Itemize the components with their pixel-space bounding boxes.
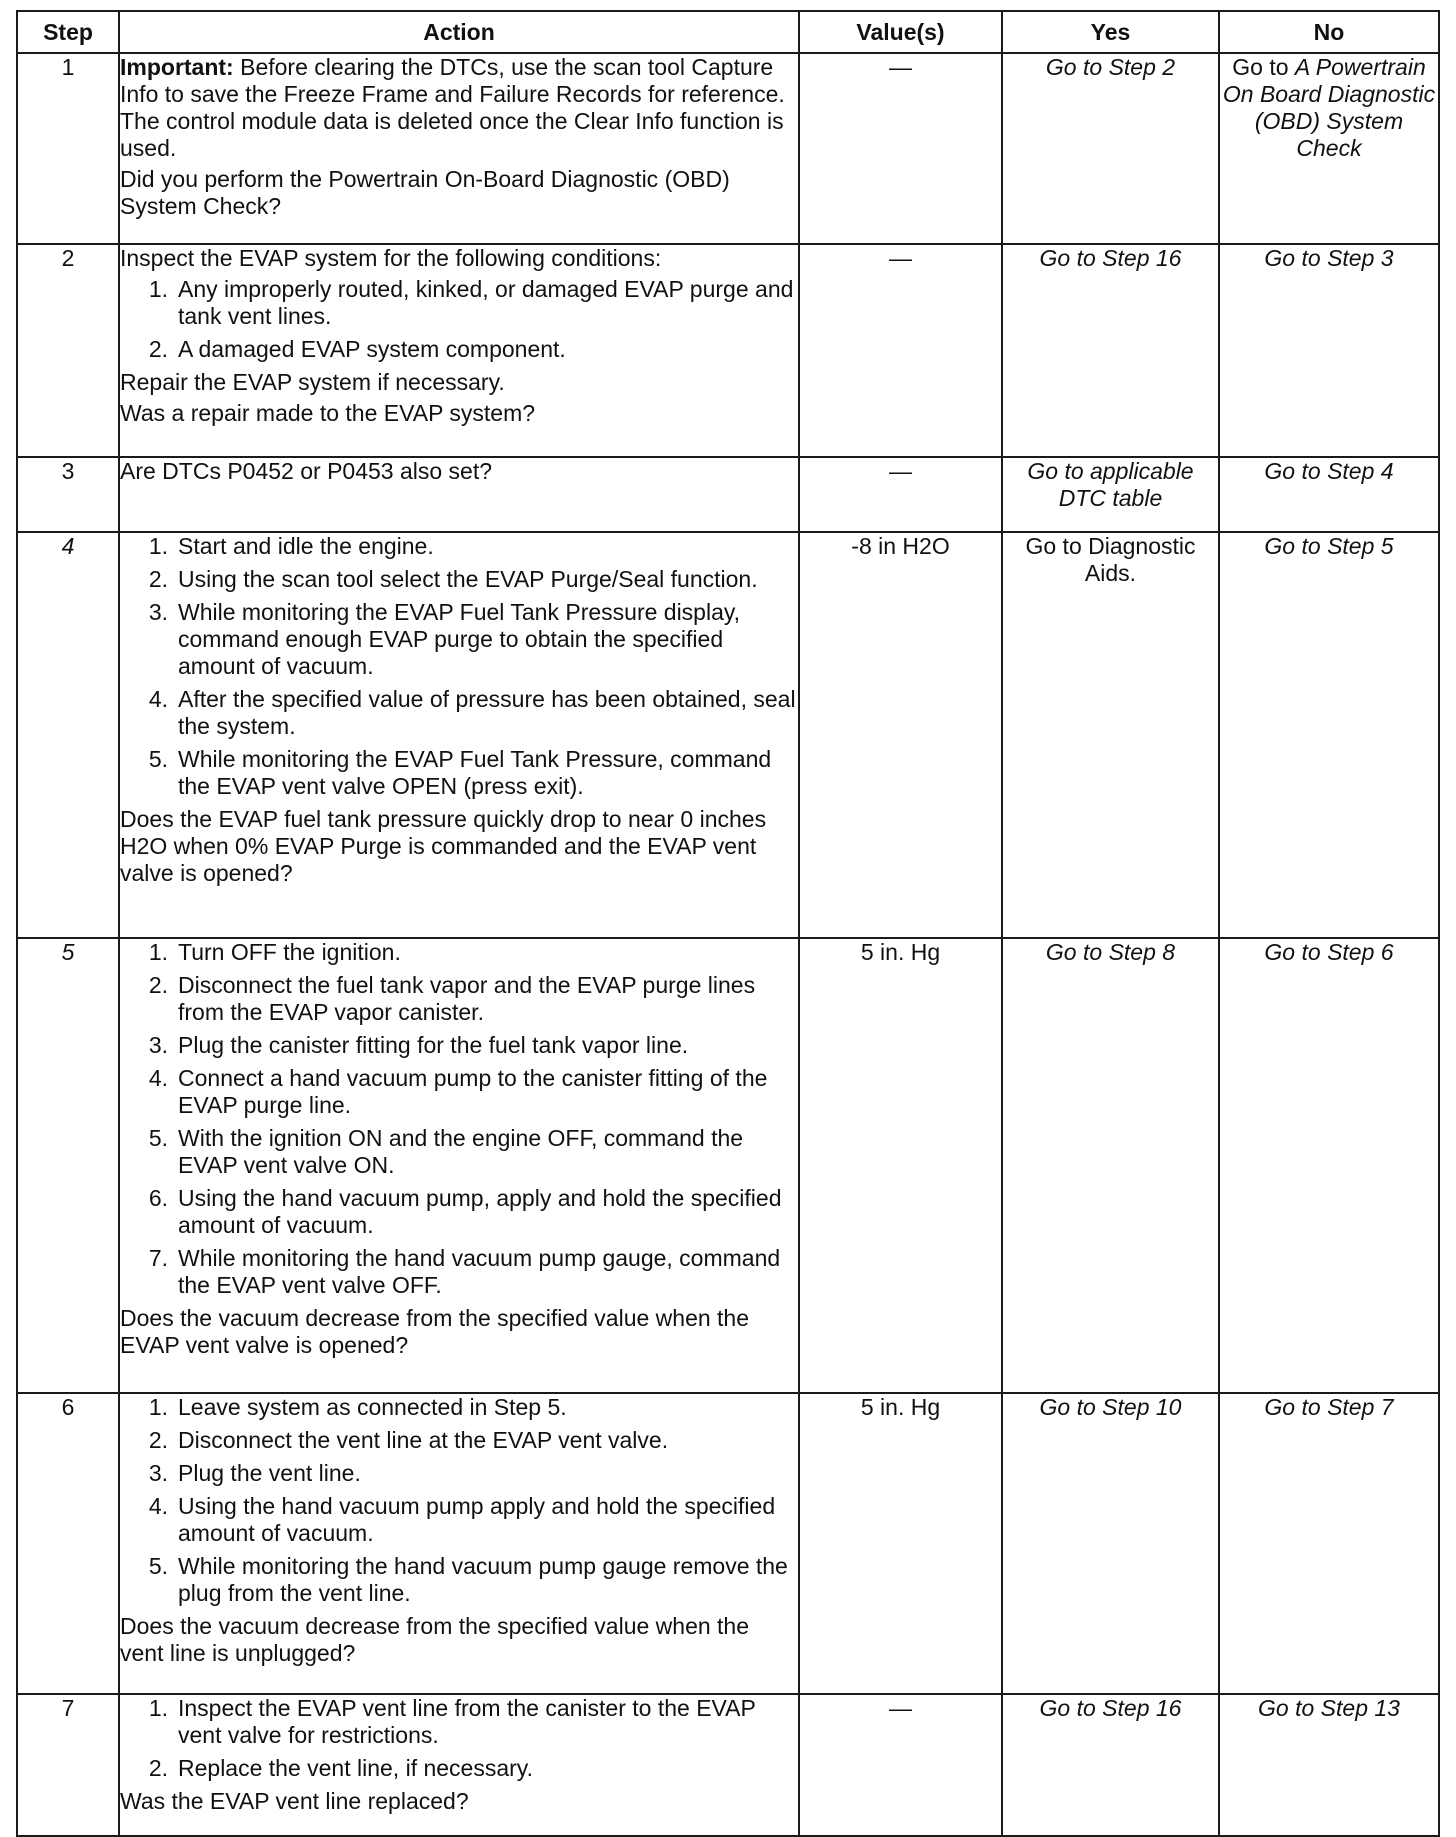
action-extra: Repair the EVAP system if necessary. bbox=[120, 369, 505, 395]
action-question: Are DTCs P0452 or P0453 also set? bbox=[120, 458, 493, 484]
important-text: Before clearing the DTCs, use the scan tool Capture Info to save the Freeze Frame and Failure Records for reference. The control module data is deleted once the Clear Info function is used. bbox=[120, 54, 785, 161]
value-cell: — bbox=[799, 457, 1002, 532]
value-cell: -8 in H2O bbox=[799, 532, 1002, 938]
action-question: Does the vacuum decrease from the specified value when the vent line is unplugged? bbox=[120, 1613, 750, 1666]
table-row bbox=[17, 244, 1439, 457]
list-item: 2. Using the scan tool select the EVAP Purge/Seal function. bbox=[148, 566, 758, 592]
header-values: Value(s) bbox=[799, 11, 1002, 53]
list-item: 2. Disconnect the fuel tank vapor and the EVAP purge lines from the EVAP vapor canister. bbox=[148, 972, 756, 1025]
action-cell bbox=[119, 1393, 799, 1694]
action-cell bbox=[119, 938, 799, 1393]
action-question: Was the EVAP vent line replaced? bbox=[120, 1788, 469, 1814]
no-cell: Go to Step 6 bbox=[1219, 938, 1439, 1393]
table-row bbox=[17, 1694, 1439, 1836]
no-cell: Go to Step 3 bbox=[1219, 244, 1439, 457]
list-item: 6. Using the hand vacuum pump, apply and hold the specified amount of vacuum. bbox=[148, 1185, 782, 1238]
step-number: 2 bbox=[17, 244, 119, 457]
yes-cell: Go to Step 16 bbox=[1002, 1694, 1219, 1836]
list-item: 4. Connect a hand vacuum pump to the canister fitting of the EVAP purge line. bbox=[148, 1065, 768, 1118]
list-item: 1. Leave system as connected in Step 5. bbox=[148, 1394, 567, 1420]
no-cell: Go to Step 7 bbox=[1219, 1393, 1439, 1694]
action-question: Does the EVAP fuel tank pressure quickly drop to near 0 inches H2O when 0% EVAP Purge is commanded and the EVAP vent valve is opened? bbox=[120, 806, 767, 886]
yes-cell: Go to Diagnostic Aids. bbox=[1002, 532, 1219, 938]
table-row bbox=[17, 53, 1439, 244]
important-note bbox=[120, 54, 798, 162]
action-cell bbox=[119, 1694, 799, 1836]
table-row bbox=[17, 938, 1439, 1393]
action-cell bbox=[119, 532, 799, 938]
header-row bbox=[17, 11, 1439, 53]
list-item: 2. A damaged EVAP system component. bbox=[148, 336, 566, 362]
action-question: Did you perform the Powertrain On-Board Diagnostic (OBD) System Check? bbox=[120, 166, 730, 219]
action-cell bbox=[119, 457, 799, 532]
value-cell: 5 in. Hg bbox=[799, 938, 1002, 1393]
list-item: 2. Disconnect the vent line at the EVAP vent valve. bbox=[148, 1427, 669, 1453]
step-number: 6 bbox=[17, 1393, 119, 1694]
value-cell: 5 in. Hg bbox=[799, 1393, 1002, 1694]
action-list bbox=[120, 939, 798, 1299]
yes-cell: Go to applicable DTC table bbox=[1002, 457, 1219, 532]
action-intro: Inspect the EVAP system for the following conditions: bbox=[120, 245, 662, 271]
no-cell: Go to Step 4 bbox=[1219, 457, 1439, 532]
list-item: 5. While monitoring the EVAP Fuel Tank Pressure, command the EVAP vent valve OPEN (press exit). bbox=[148, 746, 772, 799]
step-number: 7 bbox=[17, 1694, 119, 1836]
table-row bbox=[17, 532, 1439, 938]
header-yes: Yes bbox=[1002, 11, 1219, 53]
step-number: 3 bbox=[17, 457, 119, 532]
list-item: 1. Start and idle the engine. bbox=[148, 533, 434, 559]
action-list bbox=[120, 1695, 798, 1782]
diagnostic-table bbox=[16, 10, 1440, 1837]
action-list bbox=[120, 276, 798, 363]
list-item: 2. Replace the vent line, if necessary. bbox=[148, 1755, 533, 1781]
action-list bbox=[120, 533, 798, 800]
no-cell: Go to Step 5 bbox=[1219, 532, 1439, 938]
list-item: 1. Inspect the EVAP vent line from the canister to the EVAP vent valve for restrictions. bbox=[148, 1695, 756, 1748]
list-item: 1. Turn OFF the ignition. bbox=[148, 939, 401, 965]
list-item: 5. With the ignition ON and the engine OFF, command the EVAP vent valve ON. bbox=[148, 1125, 744, 1178]
table-row bbox=[17, 1393, 1439, 1694]
step-number: 5 bbox=[17, 938, 119, 1393]
list-item: 4. After the specified value of pressure has been obtained, seal the system. bbox=[148, 686, 796, 739]
yes-cell: Go to Step 2 bbox=[1002, 53, 1219, 244]
value-cell: — bbox=[799, 244, 1002, 457]
yes-cell: Go to Step 10 bbox=[1002, 1393, 1219, 1694]
action-list bbox=[120, 1394, 798, 1607]
important-label: Important: bbox=[120, 54, 234, 80]
list-item: 3. While monitoring the EVAP Fuel Tank Pressure display, command enough EVAP purge to obtain the specified amount of vacuum. bbox=[148, 599, 741, 679]
list-item: 1. Any improperly routed, kinked, or damaged EVAP purge and tank vent lines. bbox=[148, 276, 794, 329]
list-item: 5. While monitoring the hand vacuum pump gauge remove the plug from the vent line. bbox=[148, 1553, 788, 1606]
header-action: Action bbox=[119, 11, 799, 53]
step-number: 1 bbox=[17, 53, 119, 244]
action-cell bbox=[119, 244, 799, 457]
value-cell: — bbox=[799, 1694, 1002, 1836]
yes-cell: Go to Step 16 bbox=[1002, 244, 1219, 457]
no-cell bbox=[1219, 53, 1439, 244]
list-item: 7. While monitoring the hand vacuum pump gauge, command the EVAP vent valve OFF. bbox=[148, 1245, 781, 1298]
header-step: Step bbox=[17, 11, 119, 53]
action-cell bbox=[119, 53, 799, 244]
list-item: 4. Using the hand vacuum pump apply and hold the specified amount of vacuum. bbox=[148, 1493, 776, 1546]
table-row bbox=[17, 457, 1439, 532]
step-number: 4 bbox=[17, 532, 119, 938]
value-cell: — bbox=[799, 53, 1002, 244]
no-prefix: Go to bbox=[1232, 54, 1289, 80]
no-cell: Go to Step 13 bbox=[1219, 1694, 1439, 1836]
list-item: 3. Plug the canister fitting for the fuel tank vapor line. bbox=[148, 1032, 689, 1058]
action-question: Does the vacuum decrease from the specified value when the EVAP vent valve is opened? bbox=[120, 1305, 750, 1358]
header-no: No bbox=[1219, 11, 1439, 53]
no-link: A Powertrain On Board Diagnostic (OBD) System Check bbox=[1222, 54, 1436, 161]
action-question: Was a repair made to the EVAP system? bbox=[120, 400, 536, 426]
yes-cell: Go to Step 8 bbox=[1002, 938, 1219, 1393]
list-item: 3. Plug the vent line. bbox=[148, 1460, 361, 1486]
